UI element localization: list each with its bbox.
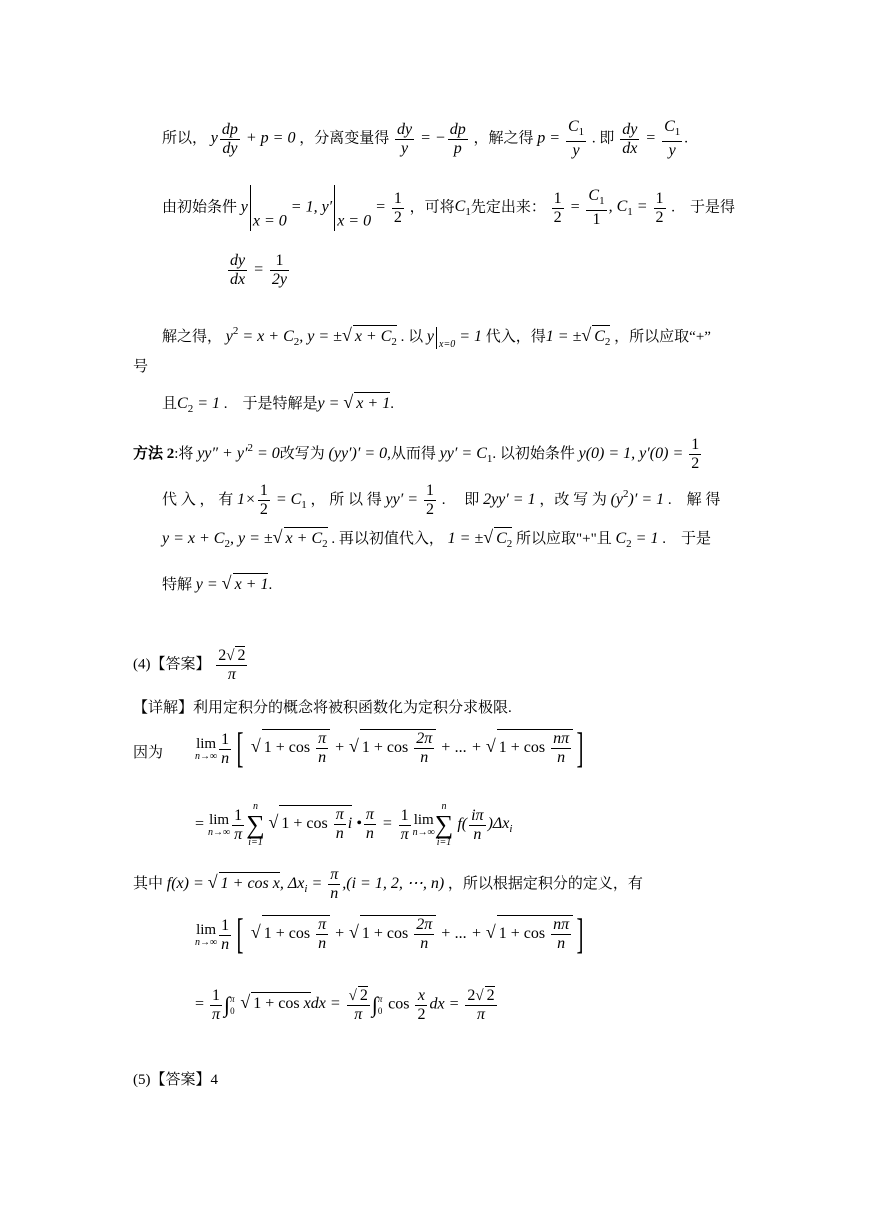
para4-mid: . 以 — [400, 329, 424, 345]
because-label — [133, 742, 163, 764]
detail4-text: 【详解】利用定积分的概念将被积函数化为定积分求极限. — [133, 700, 512, 716]
method2-l4-end: . — [268, 577, 273, 593]
method2-l2-t4: . 解 得 — [667, 491, 721, 508]
method2-line3: $y = x + C_2$, y = ±√ $x + C_2$ . 再以初值代入， 1 = ±√ $C_2$ 所以应取"+"且 $C_2 = 1$ . 于是 — [162, 526, 711, 555]
limit-expression-1: lim n→∞ $\frac{1}{n}$ [ √ 1 + cos $\frac{\pi}{n}$ + √ 1 + cos $\frac{2\pi}{n}$ + ... + √ 1 + cos $\frac{n\pi}{n}$ ] — [195, 726, 584, 772]
method2-t2: ,从而得 — [387, 445, 436, 462]
method2-l2-t3: ，改 写 为 — [539, 491, 607, 508]
para4b-text: 号 — [133, 359, 149, 375]
method2-l2-t2: . 即 — [441, 491, 480, 508]
answer5-line — [133, 1069, 218, 1091]
integral-expression: = $\frac{1}{\pi}$ ∫ π 0 √ 1 + cos xdx = $\frac{√ 2}{\pi}$ ∫ π 0 cos $\frac{x}{2}$ dx = $\frac{2√ 2}{\pi}$ — [195, 986, 495, 1023]
limit-expression-2: lim n→∞ $\frac{1}{n}$ [ √ 1 + cos $\frac{\pi}{n}$ + √ 1 + cos $\frac{2\pi}{n}$ + ... + √ 1 + cos $\frac{n\pi}{n}$ ] — [195, 912, 584, 958]
equation-dy-dx: $\frac{dy}{dx}$ = $\frac{1}{2y}$ — [230, 252, 288, 288]
method2-l3-t1: . 再以初值代入， — [331, 531, 444, 547]
where-line: 其中 f(x) = √ 1 + cos x, $\Delta x_i$ = $\frac{\pi}{n}$ ,(i = 1, 2, ⋯, n) ，所以根据定积分的定义，有 — [133, 866, 643, 902]
method2-line1: 方法 2:将 $yy'' + y'^2 = 0$改写为 (yy′)′ = 0,从而得 $yy' = C_1$. 以初始条件 y(0) = 1, y′(0) = $\frac{1}{2}$ — [133, 436, 700, 472]
para-separation-of-variables: 所以， y $\frac{dp}{dy}$ + p = 0 ，分离变量得 $\frac{dy}{y}$ = − $\frac{dp}{p}$ ，解之得 p = $\frac{C_1}{y}$ . 即 $\frac{dy}{dx}$ = $\frac{C_1}{y}$ . — [162, 118, 689, 159]
para-initial-condition: 由初始条件 yx = 0 = 1, y′x = 0 = $\frac{1}{2}$ ，可将$C_1$先定出来： $\frac{1}{2}$ = $\frac{C_1}{1}$ , $C_1$ = $\frac{1}{2}$ . 于是得 — [162, 187, 736, 230]
where-prefix: 其中 — [133, 875, 164, 892]
method2-line2: 代 入 ， 有 1× $\frac{1}{2}$ = $C_1$ ， 所 以 得 yy′ = $\frac{1}{2}$ . 即 2yy′ = 1 ，改 写 为 $(y^2)' = 1$ . 解 得 — [162, 482, 721, 518]
para2-prefix: 由初始条件 — [162, 199, 238, 216]
para4-tail: ，所以应取“+” — [614, 329, 711, 345]
method2-l2-t1: ， 所 以 得 — [310, 491, 382, 508]
method2-t3: . 以初始条件 — [492, 445, 575, 462]
para5-prefix: 且 — [162, 396, 178, 412]
para1-prefix: 所以， — [162, 130, 208, 147]
para2-mid: ，可将 — [409, 199, 455, 216]
where-tail: ，所以根据定积分的定义，有 — [447, 875, 643, 892]
para-hao — [133, 356, 148, 378]
because-text: 因为 — [133, 745, 164, 761]
para4-dairu: 代入，得 — [485, 329, 546, 345]
answer4-line: (4)【答案】 $\frac{2√ 2}{\pi}$ — [133, 647, 246, 683]
para1-ji-text: . 即 — [591, 130, 615, 147]
para5-mid: . 于是特解是 — [223, 396, 318, 412]
method2-t1: 改写为 — [279, 445, 325, 462]
method2-l2-prefix: 代 入 ， 有 — [162, 491, 234, 508]
method2-l4-prefix: 特解 — [162, 577, 193, 593]
method2-line4: 特解 y = √ x + 1. — [162, 572, 272, 596]
method2-l3-t3: . 于是 — [662, 531, 711, 547]
answer5-label: (5)【答案】4 — [133, 1072, 218, 1088]
method2-l3-t2: 所以应取"+"且 — [516, 531, 612, 547]
sum-expression: = lim n→∞ $\frac{1}{\pi}$ n ∑ i=1 √ 1 + cos $\frac{\pi}{n}$ i • $\frac{\pi}{n}$ = $\frac{1}{\pi}$ lim n→∞ n ∑ i=1 f( $\frac{i\pi}{n}$ )$\Delta x_i$ — [195, 801, 513, 848]
para1-solve-text: ，解之得 — [473, 130, 534, 147]
method2-label: 方法 2 — [133, 445, 175, 462]
detail4-line — [133, 697, 512, 719]
para2-mid2: 先定出来： — [470, 199, 546, 216]
where-range: (i = 1, 2, ⋯, n) — [346, 874, 445, 892]
method2-colon: :将 — [174, 445, 194, 462]
para1-sep-text: ，分离变量得 — [299, 130, 390, 147]
answer4-label: (4)【答案】 — [133, 656, 211, 673]
para5-end: . — [390, 396, 394, 412]
para4-prefix: 解之得， — [162, 329, 223, 345]
para-particular-solution: 且$C_2 = 1$ . 于是特解是y = √ x + 1. — [162, 392, 394, 415]
para2-tail: . 于是得 — [671, 199, 736, 216]
para-solve-general: 解之得， $y^2 = x + C_2$, y = ±√ $x + C_2$ . 以 y $_{x=0}$ = 1 代入，得1 = ±√ $C_2$ ，所以应取“+” — [162, 320, 711, 356]
